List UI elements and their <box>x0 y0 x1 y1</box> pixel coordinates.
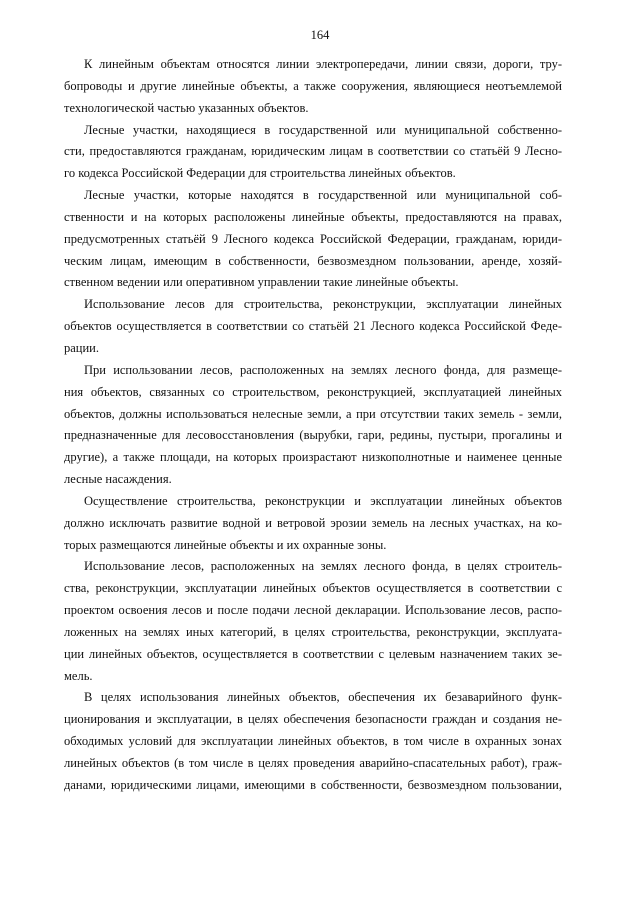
page-number: 164 <box>310 28 330 42</box>
text-line: обходимых условий для эксплуатации линейных объектов, в том числе в охранных зонах <box>64 734 562 749</box>
text-line: торых размещаются линейные объекты и их охранные зоны. <box>64 537 387 552</box>
text-line: данами, юридическими лицами, имеющими в собственности, безвозмездном пользовании, <box>64 777 562 792</box>
text-line: бопроводы и другие линейные объекты, а также сооружения, являющиеся неотъемлемой <box>64 78 562 93</box>
body-text <box>64 54 562 797</box>
text-line: ционирования и эксплуатации, в целях обеспечения безопасности граждан и создания не- <box>64 712 562 727</box>
text-line: ции линейных объектов, осуществляется в соответствии с целевым назначением таких зе- <box>64 646 562 661</box>
text-line: ния объектов, связанных со строительством, реконструкцией, эксплуатацией линейных <box>64 384 562 399</box>
paragraph-first-line: Лесные участки, которые находятся в государственной или муниципальной соб- <box>84 188 562 203</box>
text-line: мель. <box>64 668 93 683</box>
text-line: объектов, должны использоваться нелесные земли, а при отсутствии таких земель - земли, <box>64 406 562 421</box>
text-line: должно исключать развитие водной и ветровой эрозии земель на лесных участках, на ко- <box>64 515 562 530</box>
text-line: проектом освоения лесов и после подачи лесной декларации. Использование лесов, распо- <box>64 603 562 618</box>
text-line: сти, предоставляются гражданам, юридическим лицам в соответствии со статьёй 9 Лесно- <box>64 144 562 159</box>
paragraph-first-line: При использовании лесов, расположенных на землях лесного фонда, для размеще- <box>84 362 562 377</box>
text-line: рации. <box>64 340 99 355</box>
paragraph-first-line: В целях использования линейных объектов, обеспечения их безаварийного функ- <box>84 690 562 705</box>
paragraph-first-line: Использование лесов для строительства, реконструкции, эксплуатации линейных <box>84 297 562 312</box>
paragraph-first-line: Использование лесов, расположенных на землях лесного фонда, в целях строитель- <box>84 559 562 574</box>
text-line: ства, реконструкции, эксплуатации линейных объектов осуществляется в соответствии с <box>64 581 562 596</box>
text-line: ческим лицам, имеющим в собственности, безвозмездном пользовании, аренде, хозяй- <box>64 253 562 268</box>
text-line: линейных объектов (в том числе в целях проведения аварийно-спасательных работ), граж- <box>64 756 562 770</box>
text-line: ственном ведении или оперативном управлении такие линейные объекты. <box>64 275 459 290</box>
paragraph-first-line: Осуществление строительства, реконструкции и эксплуатации линейных объектов <box>84 493 562 508</box>
text-line: ложенных на землях иных категорий, в целях строительства, реконструкции, эксплуата- <box>64 624 562 639</box>
text-line: ственности и на которых расположены линейные объекты, предоставляются на правах, <box>64 209 562 224</box>
text-line: предназначенные для лесовосстановления (вырубки, гари, редины, пустыри, прогалины и <box>64 428 562 443</box>
text-line: предусмотренных статьёй 9 Лесного кодекса Российской Федерации, гражданам, юриди- <box>64 231 562 246</box>
text-line: го кодекса Российской Федерации для строительства линейных объектов. <box>64 166 456 181</box>
paragraph-first-line: Лесные участки, находящиеся в государственной или муниципальной собственно- <box>84 122 562 137</box>
text-line: объектов осуществляется в соответствии со статьёй 21 Лесного кодекса Российской Феде- <box>64 319 562 334</box>
text-line: лесные насаждения. <box>64 472 172 487</box>
paragraph-first-line: К линейным объектам относятся линии электропередачи, линии связи, дороги, тру- <box>84 57 562 71</box>
text-line: другие), а также площади, на которых произрастают низкополнотные и наименее ценные <box>64 450 562 465</box>
text-line: технологической частью указанных объектов. <box>64 100 309 115</box>
